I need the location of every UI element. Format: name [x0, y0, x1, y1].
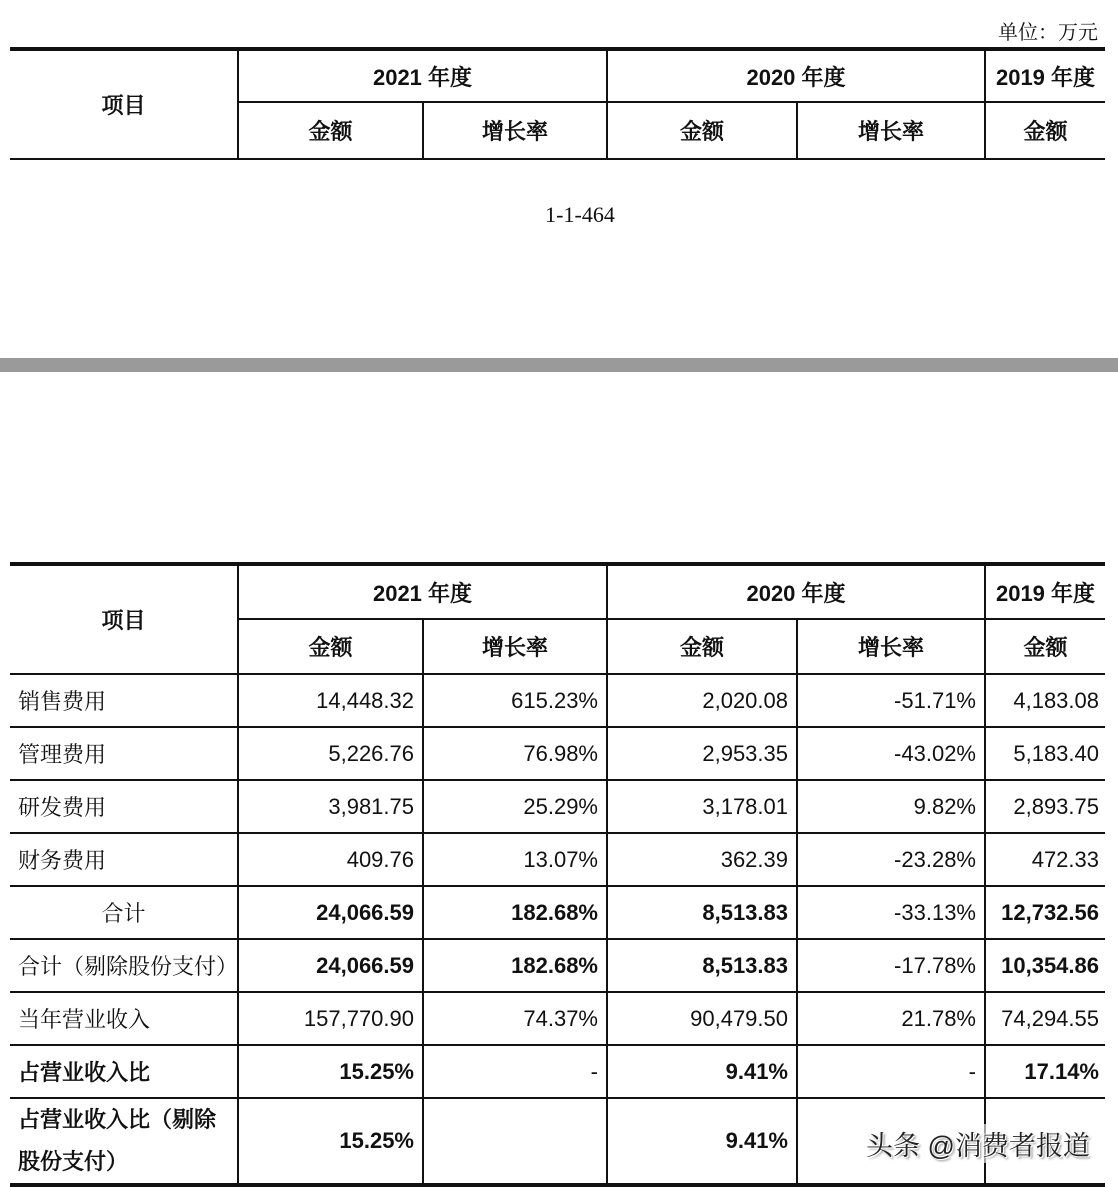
cell-value: 182.68%	[423, 886, 607, 939]
cell-value: 615.23%	[423, 674, 607, 727]
cell-value: 15.25%	[238, 1098, 423, 1185]
cell-value: -43.02%	[797, 727, 985, 780]
cell-value: 24,066.59	[238, 939, 423, 992]
table-header-page1	[10, 47, 1105, 160]
cell-value: 17.14%	[985, 1045, 1105, 1098]
cell-value: 24,066.59	[238, 886, 423, 939]
header-amount: 金额	[238, 102, 423, 159]
cell-value: 182.68%	[423, 939, 607, 992]
cell-value: 2,953.35	[607, 727, 797, 780]
row-label: 合计（剔除股份支付）	[10, 939, 238, 992]
cell-value: 5,226.76	[238, 727, 423, 780]
cell-value: -51.71%	[797, 674, 985, 727]
cell-value: 409.76	[238, 833, 423, 886]
cell-value: 21.78%	[797, 992, 985, 1045]
cell-value	[423, 1098, 607, 1185]
header-amount: 金额	[985, 102, 1105, 159]
cell-value: 4,183.08	[985, 674, 1105, 727]
cell-value: 2,893.75	[985, 780, 1105, 833]
header-year-2020: 2020 年度	[607, 564, 985, 619]
cell-value: 12,732.56	[985, 886, 1105, 939]
page-number: 1-1-464	[545, 202, 615, 227]
cell-value: 8,513.83	[607, 939, 797, 992]
cell-value: 2,020.08	[607, 674, 797, 727]
header-year-2021: 2021 年度	[238, 49, 607, 102]
cell-value: 3,178.01	[607, 780, 797, 833]
page-divider	[0, 358, 1118, 372]
header-growth: 增长率	[797, 102, 985, 159]
header-growth: 增长率	[797, 619, 985, 674]
cell-value: -	[797, 1045, 985, 1098]
row-label: 财务费用	[10, 833, 238, 886]
header-amount: 金额	[238, 619, 423, 674]
row-label: 研发费用	[10, 780, 238, 833]
cell-value: 9.41%	[607, 1098, 797, 1185]
cell-value: 157,770.90	[238, 992, 423, 1045]
header-year-2019: 2019 年度	[985, 564, 1105, 619]
table-row	[10, 780, 1105, 833]
cell-value: -23.28%	[797, 833, 985, 886]
header-year-2020: 2020 年度	[607, 49, 985, 102]
row-label: 占营业收入比（剔除股份支付）	[10, 1098, 238, 1185]
cell-value: 8,513.83	[607, 886, 797, 939]
cell-value: 25.29%	[423, 780, 607, 833]
header-item: 项目	[10, 49, 238, 159]
row-label: 销售费用	[10, 674, 238, 727]
header-amount: 金额	[985, 619, 1105, 674]
row-label: 占营业收入比	[10, 1045, 238, 1098]
cell-value: 362.39	[607, 833, 797, 886]
header-growth: 增长率	[423, 619, 607, 674]
header-year-2019: 2019 年度	[985, 49, 1105, 102]
unit-label: 单位：万元	[998, 22, 1098, 44]
cell-value: 76.98%	[423, 727, 607, 780]
row-label: 管理费用	[10, 727, 238, 780]
table-row	[10, 833, 1105, 886]
cell-value: 74.37%	[423, 992, 607, 1045]
row-label: 合计	[10, 886, 238, 939]
table-row	[10, 886, 1105, 939]
cell-value: 10,354.86	[985, 939, 1105, 992]
cell-value: 9.82%	[797, 780, 985, 833]
cell-value: 9.41%	[607, 1045, 797, 1098]
cell-value: 74,294.55	[985, 992, 1105, 1045]
cell-value: 13.07%	[423, 833, 607, 886]
expense-table	[10, 562, 1105, 1187]
cell-value: 472.33	[985, 833, 1105, 886]
cell-value: -	[423, 1045, 607, 1098]
cell-value: 90,479.50	[607, 992, 797, 1045]
header-amount: 金额	[607, 102, 797, 159]
table-row	[10, 992, 1105, 1045]
cell-value: 14,448.32	[238, 674, 423, 727]
cell-value: -33.13%	[797, 886, 985, 939]
table-row	[10, 674, 1105, 727]
table-row	[10, 939, 1105, 992]
cell-value: 5,183.40	[985, 727, 1105, 780]
cell-value: 3,981.75	[238, 780, 423, 833]
row-label: 当年营业收入	[10, 992, 238, 1045]
header-amount: 金额	[607, 619, 797, 674]
header-growth: 增长率	[423, 102, 607, 159]
header-year-2021: 2021 年度	[238, 564, 607, 619]
cell-value: -17.78%	[797, 939, 985, 992]
table-row	[10, 1045, 1105, 1098]
watermark: 头条 @消费者报道	[862, 1124, 1094, 1163]
cell-value: 15.25%	[238, 1045, 423, 1098]
table-row	[10, 727, 1105, 780]
header-item: 项目	[10, 564, 238, 674]
